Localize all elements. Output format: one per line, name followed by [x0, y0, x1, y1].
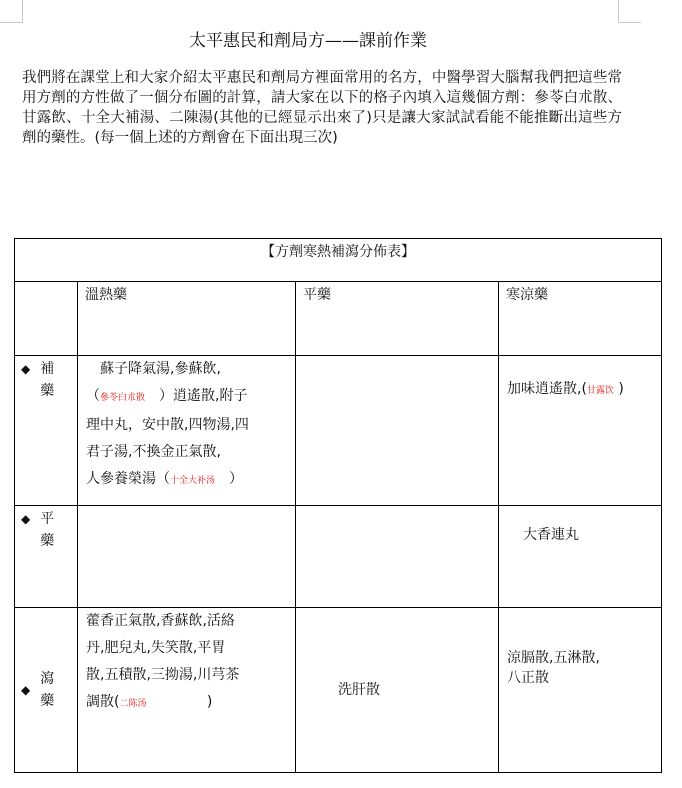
cell-neutral-cold[interactable]: 大香連丸	[499, 506, 662, 608]
cell-tonify-neutral[interactable]	[296, 356, 499, 506]
table-row-purge	[15, 608, 662, 773]
cell-tonify-cold[interactable]: 加味逍遙散,(甘露饮 )	[499, 356, 662, 506]
intro-paragraph: 我們將在課堂上和大家介紹太平惠民和劑局方裡面常用的名方，中醫學習大腦幫我們把這些常用方劑的方性做了一個分布圖的計算，請大家在以下的格子內填入這幾個方劑：參苓白朮散、甘露飲、十全大補湯、二陳湯(其他的已經显示出來了)只是讓大家試試看能不能推斷出這些方劑的藥性。(每一個上述的方劑會在下面出現三次)	[22, 70, 622, 146]
column-header-neutral: 平藥	[296, 282, 499, 356]
formula-distribution-table	[14, 238, 662, 773]
header-corner-cell	[15, 282, 78, 356]
diamond-bullet-icon: ◆	[21, 683, 31, 697]
row-label-neutral: ◆ 平 藥	[15, 506, 78, 608]
table-row-tonify	[15, 356, 662, 506]
filled-answer: 十全大补汤	[170, 476, 216, 486]
cell-purge-cold[interactable]: 涼膈散,五淋散, 八正散	[499, 608, 662, 773]
column-header-cold: 寒涼藥	[499, 282, 662, 356]
table-row-neutral	[15, 506, 662, 608]
row-label-purge: ◆ 瀉 藥	[15, 608, 78, 773]
diamond-bullet-icon: ◆	[21, 512, 31, 526]
page-corner-mark-left	[0, 0, 23, 23]
filled-answer: 甘露饮	[586, 386, 614, 396]
cell-tonify-warm[interactable]: 蘇子降氣湯,參蘇飲, （參苓白朮散 ）逍遙散,附子 理中丸，安中散,四物湯,四 君子湯,不換金正氣散, 人參養榮湯（十全大补汤 ）	[78, 356, 296, 506]
table-header-row	[15, 282, 662, 356]
diamond-bullet-icon: ◆	[21, 362, 31, 376]
table-caption: 【方劑寒熱補瀉分佈表】	[15, 239, 662, 282]
cell-purge-warm[interactable]: 藿香正氣散,香蘇飲,活絡 丹,肥兒丸,失笑散,平胃 散,五積散,三拗湯,川芎茶 調散(二陈汤 )	[78, 608, 296, 773]
filled-answer: 二陈汤	[119, 699, 147, 709]
cell-neutral-neutral[interactable]	[296, 506, 499, 608]
row-label-tonify: ◆ 補 藥	[15, 356, 78, 506]
cell-neutral-warm[interactable]	[78, 506, 296, 608]
filled-answer: 參苓白朮散	[100, 393, 146, 403]
cell-purge-neutral[interactable]: 洗肝散	[296, 608, 499, 773]
column-header-warm: 溫熱藥	[78, 282, 296, 356]
page-corner-mark-right	[618, 0, 641, 23]
document-title: 太平惠民和劑局方——課前作業	[189, 31, 427, 51]
